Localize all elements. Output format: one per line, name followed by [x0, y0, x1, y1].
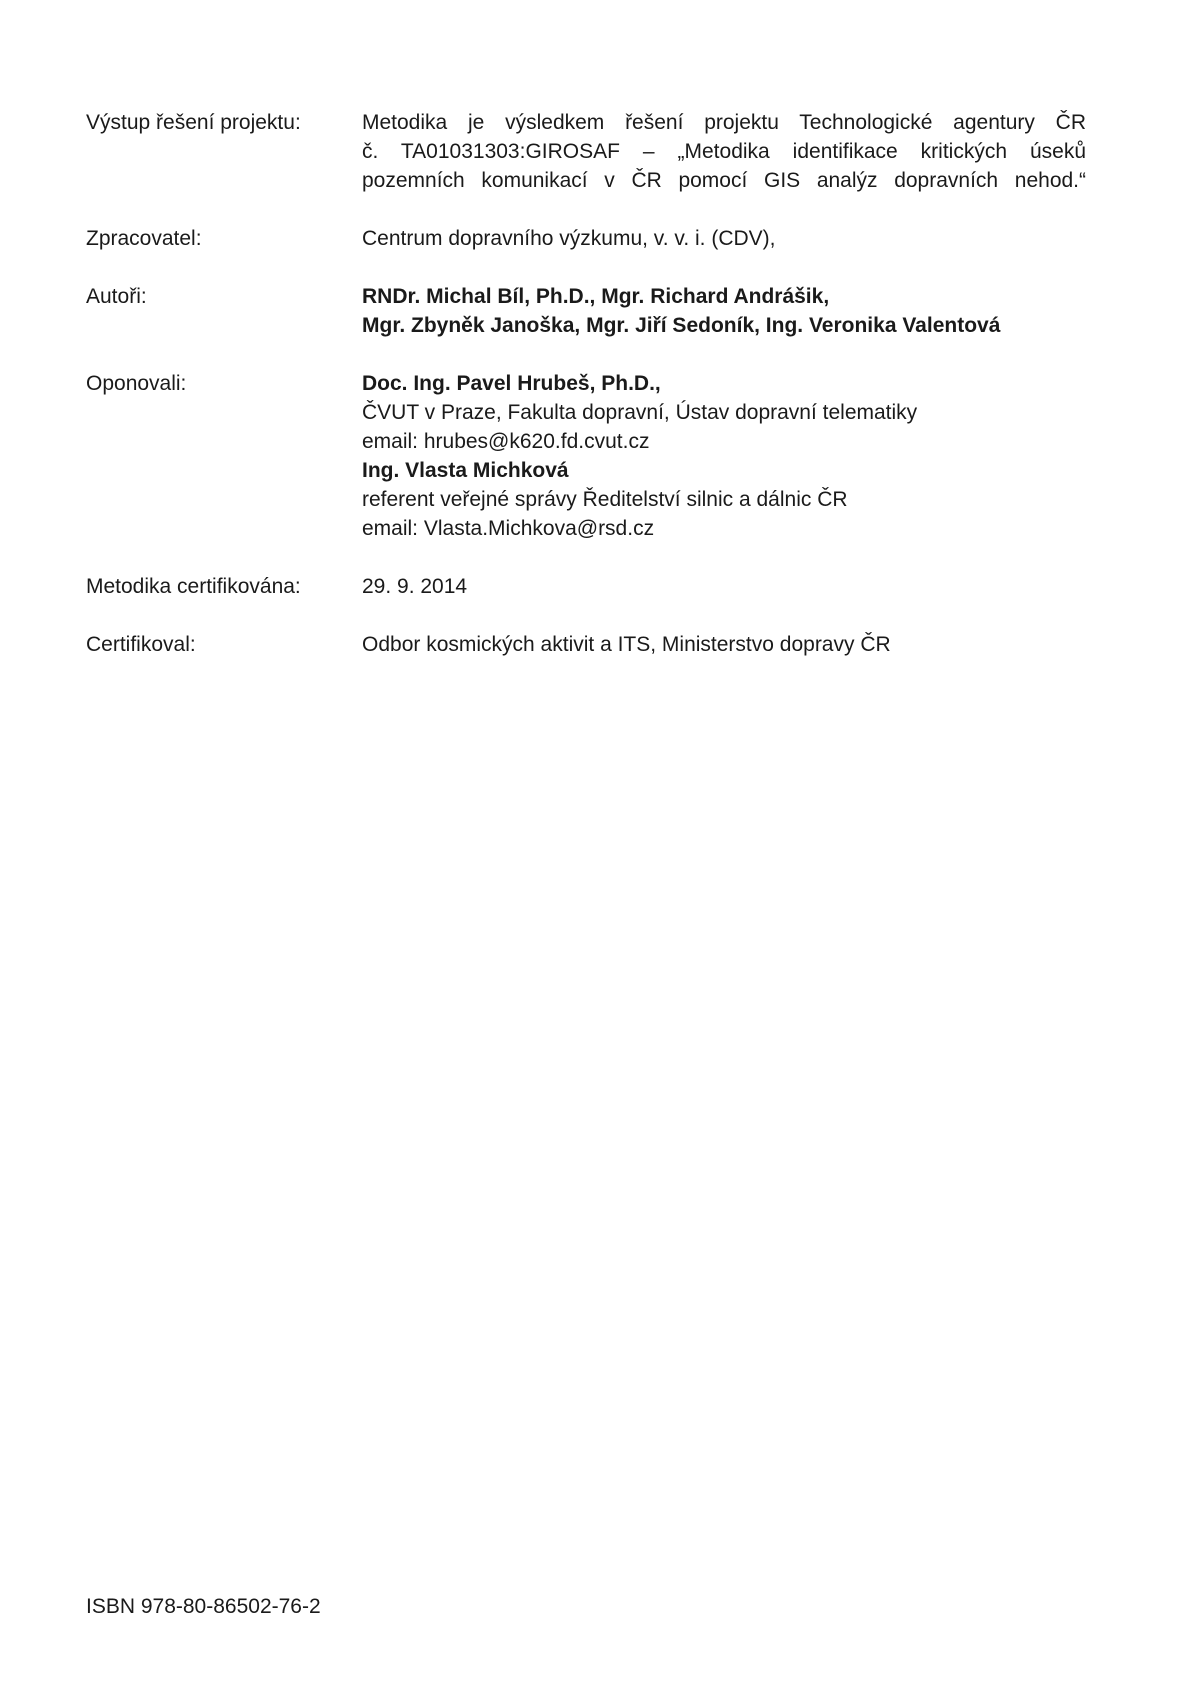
isbn-number: ISBN 978-80-86502-76-2 [86, 1595, 321, 1618]
row-processor [86, 224, 1086, 253]
reviewer-1-name: Doc. Ing. Pavel Hrubeš, Ph.D., [362, 372, 661, 395]
metadata-table [86, 108, 1086, 688]
authors-line-2: Mgr. Zbyněk Janoška, Mgr. Jiří Sedoník, Ing. Veronika Valentová [362, 314, 1001, 337]
certified-date-value: 29. 9. 2014 [362, 575, 468, 598]
certified-by-label: Certifikoval: [86, 633, 196, 656]
processor-value: Centrum dopravního výzkumu, v. v. i. (CDV), [362, 227, 776, 250]
processor-label: Zpracovatel: [86, 227, 202, 250]
authors-value [362, 282, 1086, 340]
row-project-output [86, 108, 1086, 195]
reviewer-2-name: Ing. Vlasta Michková [362, 459, 569, 482]
reviewer-2-affiliation: referent veřejné správy Ředitelství silnic a dálnic ČR [362, 488, 848, 511]
reviewers-label: Oponovali: [86, 372, 187, 395]
project-output-value [362, 108, 1086, 195]
reviewer-2-email: email: Vlasta.Michkova@rsd.cz [362, 517, 655, 540]
reviewer-1-email: email: hrubes@k620.fd.cvut.cz [362, 430, 650, 453]
authors-line-1: RNDr. Michal Bíl, Ph.D., Mgr. Richard Andrášik, [362, 285, 830, 308]
project-output-line-3: pozemních komunikací v ČR pomocí GIS analýz dopravních nehod.“ [362, 169, 1086, 192]
project-output-line-2: č. TA01031303:GIROSAF – „Metodika identifikace kritických úseků [362, 140, 1086, 163]
authors-label: Autoři: [86, 285, 147, 308]
project-output-line-1: Metodika je výsledkem řešení projektu Technologické agentury ČR [362, 111, 1086, 134]
row-authors [86, 282, 1086, 340]
row-certified-date [86, 572, 1086, 601]
row-reviewers [86, 369, 1086, 543]
certified-by-value: Odbor kosmických aktivit a ITS, Ministerstvo dopravy ČR [362, 633, 891, 656]
project-output-label: Výstup řešení projektu: [86, 111, 301, 134]
certified-date-label: Metodika certifikována: [86, 575, 301, 598]
reviewers-value [362, 369, 1086, 543]
reviewer-1-affiliation: ČVUT v Praze, Fakulta dopravní, Ústav dopravní telematiky [362, 401, 918, 424]
row-certified-by [86, 630, 1086, 659]
